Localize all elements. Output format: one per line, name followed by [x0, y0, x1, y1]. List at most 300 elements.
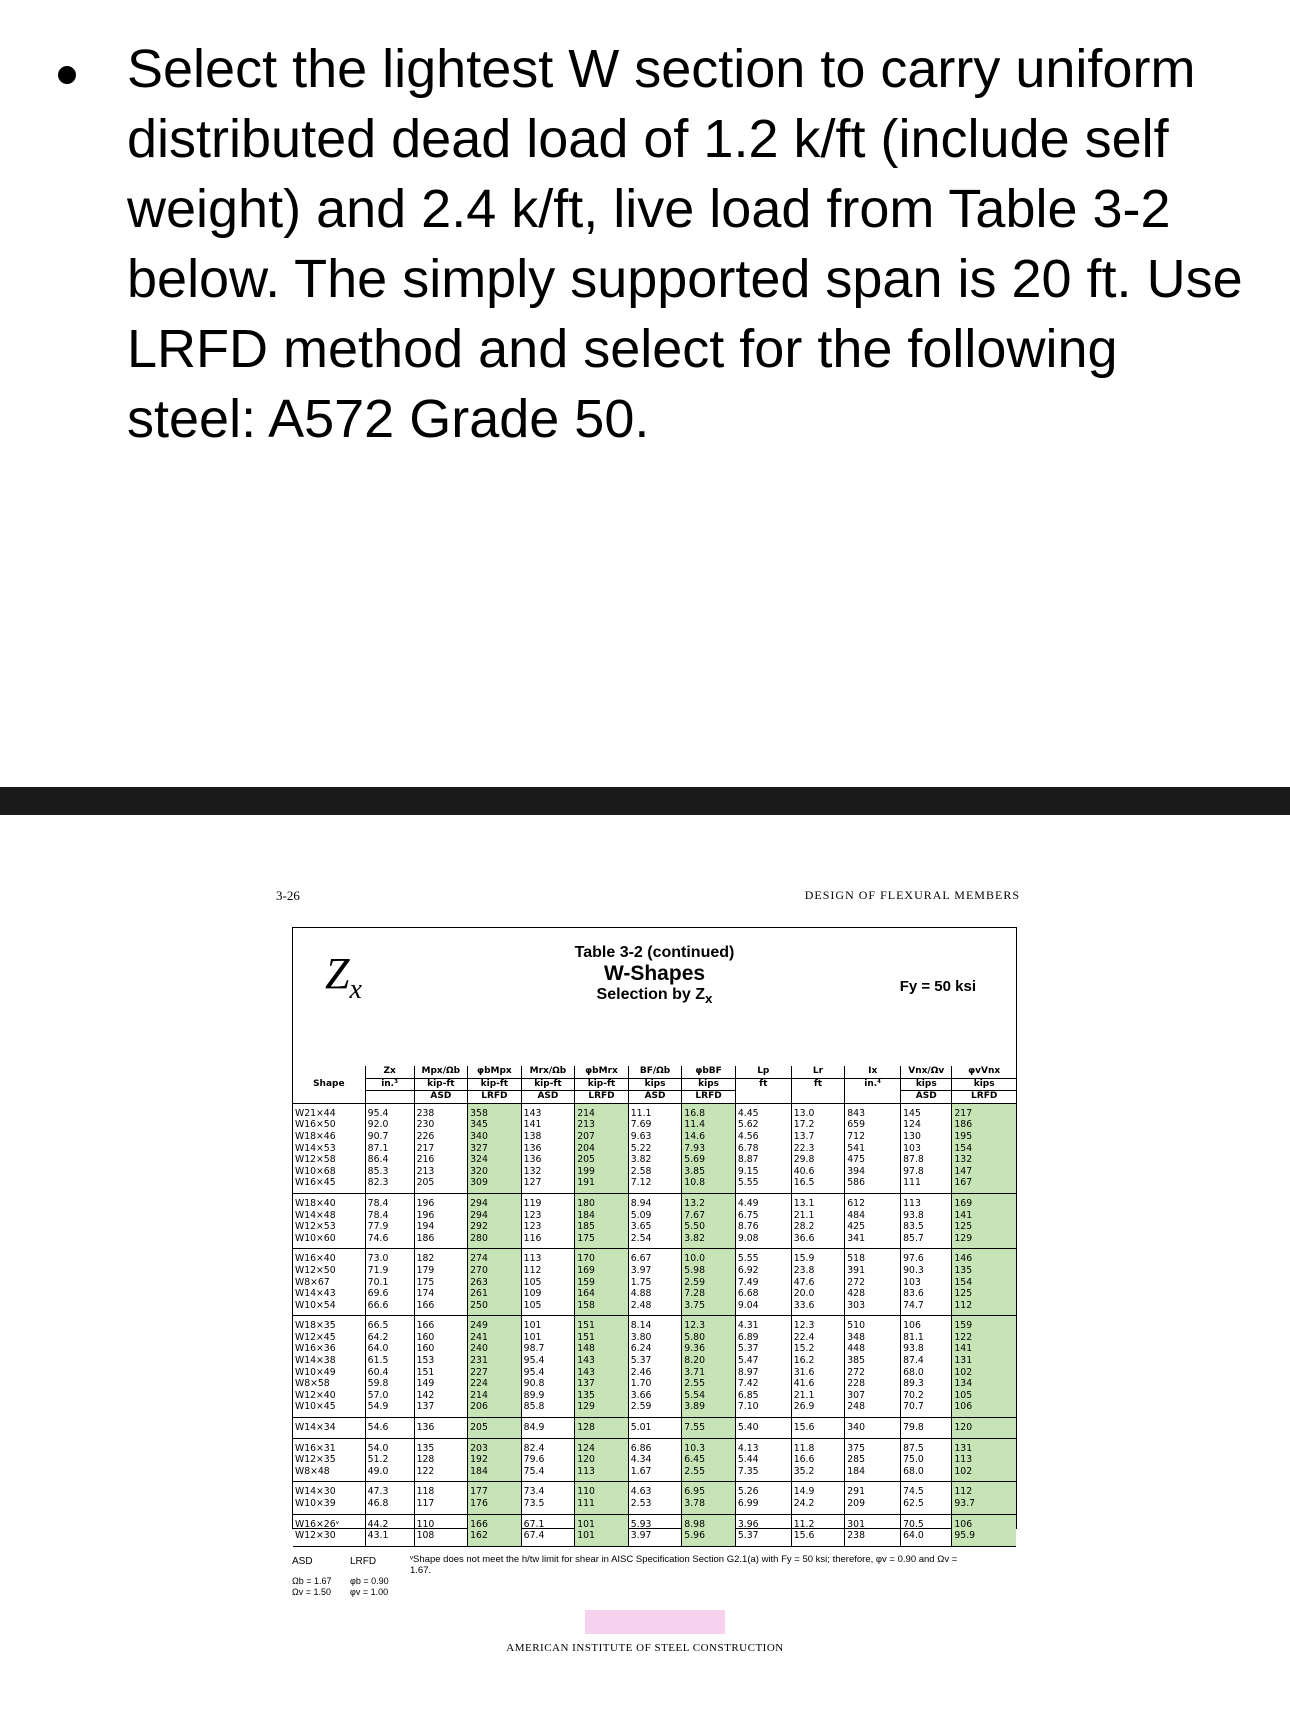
cell-value: 5.37 — [630, 1355, 652, 1367]
cell-value: 97.8 — [903, 1165, 924, 1177]
cell-shape — [293, 1249, 365, 1316]
cell-value: 5.01 — [630, 1422, 652, 1434]
cell-value: 147 — [954, 1165, 973, 1177]
cell-ix — [845, 1103, 901, 1193]
footer-asd-factors — [292, 1576, 332, 1598]
cell-mpx-asd — [414, 1514, 468, 1546]
cell-value: 6.99 — [737, 1498, 759, 1509]
cell-value: W16×50 — [295, 1119, 336, 1131]
title-line3-sub: x — [705, 991, 713, 1007]
cell-value: 70.1 — [367, 1276, 389, 1288]
cell-value: 103 — [903, 1276, 921, 1288]
cell-mpx-lrfd — [468, 1249, 522, 1316]
cell-value: 294 — [470, 1197, 488, 1209]
cell-value: 74.5 — [903, 1486, 924, 1498]
cell-value: 148 — [577, 1343, 595, 1355]
cell-value: W12×45 — [295, 1331, 336, 1343]
cell-value: 203 — [470, 1442, 488, 1454]
cell-value: W10×49 — [295, 1366, 336, 1378]
method-bf-asd: ASD — [628, 1091, 682, 1104]
cell-mrx-lrfd — [575, 1482, 629, 1514]
col-shape: Shape — [293, 1066, 365, 1103]
cell-value: 3.65 — [630, 1221, 652, 1233]
cell-value: 103 — [903, 1142, 921, 1154]
cell-value: 93.8 — [903, 1343, 924, 1355]
cell-value: 5.44 — [737, 1454, 759, 1466]
cell-value: W8×67 — [295, 1276, 330, 1288]
cell-value: 4.49 — [737, 1197, 759, 1209]
cell-value: 5.55 — [737, 1253, 759, 1265]
cell-value: 113 — [523, 1253, 542, 1265]
cell-value: 20.0 — [793, 1288, 815, 1300]
cell-value: 149 — [416, 1378, 435, 1390]
cell-ix — [845, 1482, 901, 1514]
cell-value: 5.26 — [737, 1486, 759, 1498]
cell-value: 78.4 — [367, 1209, 389, 1221]
omega-b: Ωb = 1.67 — [292, 1576, 332, 1586]
cell-ix — [845, 1438, 901, 1482]
cell-lp — [735, 1193, 791, 1248]
cell-value: 64.0 — [903, 1530, 924, 1542]
cell-value: 8.97 — [737, 1366, 759, 1378]
cell-value: 3.71 — [684, 1366, 705, 1378]
cell-value: 14.6 — [684, 1130, 705, 1142]
cell-value: 46.8 — [367, 1498, 389, 1509]
cell-value: 151 — [577, 1331, 595, 1343]
cell-value: 5.37 — [737, 1530, 759, 1542]
cell-value: 162 — [470, 1530, 488, 1542]
cell-value: W14×30 — [295, 1486, 336, 1498]
cell-value: 8.94 — [630, 1197, 652, 1209]
cell-value: 132 — [523, 1165, 542, 1177]
cell-value: 9.15 — [737, 1165, 759, 1177]
cell-value: 2.55 — [684, 1378, 705, 1390]
cell-value: 238 — [847, 1530, 866, 1542]
cell-bf-asd — [628, 1193, 682, 1248]
cell-value: 195 — [954, 1130, 973, 1142]
cell-value: 182 — [416, 1253, 435, 1265]
cell-value: 122 — [954, 1331, 973, 1343]
cell-value: 68.0 — [903, 1465, 924, 1477]
method-bf-lrfd: LRFD — [682, 1091, 736, 1104]
cell-value: 87.8 — [903, 1154, 924, 1166]
cell-value: 213 — [416, 1165, 435, 1177]
cell-value: W8×48 — [295, 1465, 330, 1477]
cell-value: 2.53 — [630, 1498, 652, 1509]
cell-value: 143 — [577, 1366, 595, 1378]
cell-value: 130 — [903, 1130, 921, 1142]
cell-value: 129 — [954, 1232, 973, 1244]
table-row — [293, 1193, 1016, 1248]
cell-value: 8.87 — [737, 1154, 759, 1166]
cell-value: 285 — [847, 1454, 866, 1466]
cell-value: 87.5 — [903, 1442, 924, 1454]
cell-value: 7.55 — [684, 1422, 705, 1434]
cell-mpx-lrfd — [468, 1193, 522, 1248]
footer-asd: ASD — [292, 1556, 313, 1567]
cell-value: 174 — [416, 1288, 435, 1300]
cell-value: 843 — [847, 1107, 866, 1119]
cell-value: 3.66 — [630, 1389, 652, 1401]
cell-value: 93.8 — [903, 1209, 924, 1221]
cell-value: W14×38 — [295, 1355, 336, 1367]
cell-value: 47.3 — [367, 1486, 389, 1498]
cell-value: 6.78 — [737, 1142, 759, 1154]
divider-bar — [0, 787, 1290, 815]
cell-bf-asd — [628, 1249, 682, 1316]
cell-value: 40.6 — [793, 1165, 815, 1177]
cell-value: 324 — [470, 1154, 488, 1166]
cell-value: 309 — [470, 1177, 488, 1189]
cell-value: 112 — [954, 1299, 973, 1311]
cell-value: 205 — [577, 1154, 595, 1166]
cell-value: 340 — [847, 1422, 866, 1434]
cell-zx — [365, 1249, 414, 1316]
col-mpx-asd: Mpx/Ωb — [414, 1066, 468, 1078]
cell-vnx-asd — [901, 1514, 952, 1546]
cell-value: 15.2 — [793, 1343, 815, 1355]
cell-lp — [735, 1482, 791, 1514]
shape-group — [293, 1249, 1016, 1316]
cell-value: 348 — [847, 1331, 866, 1343]
cell-value: 118 — [416, 1486, 435, 1498]
cell-value: 3.85 — [684, 1165, 705, 1177]
cell-mrx-lrfd — [575, 1103, 629, 1193]
cell-value: 12.3 — [793, 1320, 815, 1332]
cell-value: 160 — [416, 1343, 435, 1355]
unit-mpx-asd: kip-ft — [414, 1078, 468, 1091]
cell-shape — [293, 1316, 365, 1418]
cell-value: 5.40 — [737, 1422, 759, 1434]
cell-value: 106 — [954, 1401, 973, 1413]
bullet-icon — [58, 48, 82, 72]
cell-value: 93.7 — [954, 1498, 976, 1509]
cell-value: 74.6 — [367, 1232, 389, 1244]
method-mrx-asd: ASD — [521, 1091, 575, 1104]
cell-mpx-lrfd — [468, 1316, 522, 1418]
col-vnx-lrfd: φvVnx — [952, 1066, 1016, 1078]
cell-value: 184 — [470, 1465, 488, 1477]
table-row — [293, 1249, 1016, 1316]
cell-value: 292 — [470, 1221, 488, 1233]
cell-value: 586 — [847, 1177, 866, 1189]
cell-value: 54.9 — [367, 1401, 389, 1413]
cell-value: 70.5 — [903, 1518, 924, 1530]
cell-vnx-lrfd — [952, 1438, 1016, 1482]
cell-value: 24.2 — [793, 1498, 815, 1509]
cell-value: 151 — [577, 1320, 595, 1332]
cell-value: W16×40 — [295, 1253, 336, 1265]
cell-value: 612 — [847, 1197, 866, 1209]
cell-value: 291 — [847, 1486, 866, 1498]
table-row — [293, 1438, 1016, 1482]
cell-value: W14×53 — [295, 1142, 336, 1154]
cell-value: 4.34 — [630, 1454, 652, 1466]
cell-value: 135 — [954, 1264, 973, 1276]
cell-value: W12×50 — [295, 1264, 336, 1276]
cell-mpx-lrfd — [468, 1103, 522, 1193]
cell-value: 184 — [847, 1465, 866, 1477]
unit-lr: ft — [791, 1078, 845, 1103]
cell-value: 141 — [954, 1343, 973, 1355]
cell-value: 138 — [523, 1130, 542, 1142]
cell-value: 186 — [416, 1232, 435, 1244]
cell-value: 227 — [470, 1366, 488, 1378]
cell-value: 375 — [847, 1442, 866, 1454]
cell-value: 9.04 — [737, 1299, 759, 1311]
title-line2: W-Shapes — [603, 962, 706, 985]
cell-value: 60.4 — [367, 1366, 389, 1378]
selection-table — [293, 1066, 1016, 1547]
cell-value: 307 — [847, 1389, 866, 1401]
cell-value: 394 — [847, 1165, 866, 1177]
cell-value: 73.5 — [523, 1498, 545, 1509]
cell-value: 7.35 — [737, 1465, 759, 1477]
cell-value: 3.89 — [684, 1401, 705, 1413]
cell-value: 16.5 — [793, 1177, 815, 1189]
table-row — [293, 1482, 1016, 1514]
cell-value: 391 — [847, 1264, 866, 1276]
cell-value: 36.6 — [793, 1232, 815, 1244]
cell-value: 95.9 — [954, 1530, 976, 1542]
cell-mrx-lrfd — [575, 1418, 629, 1439]
cell-bf-lrfd — [682, 1249, 736, 1316]
unit-lp: ft — [735, 1078, 791, 1103]
cell-vnx-asd — [901, 1249, 952, 1316]
cell-value: 8.20 — [684, 1355, 705, 1367]
cell-value: 105 — [523, 1276, 542, 1288]
cell-value: 73.4 — [523, 1486, 545, 1498]
cell-value: 11.8 — [793, 1442, 815, 1454]
cell-value: 385 — [847, 1355, 866, 1367]
cell-value: 5.96 — [684, 1530, 705, 1542]
zx-symbol-sub: x — [349, 973, 362, 1005]
cell-value: 128 — [577, 1422, 595, 1434]
cell-value: 231 — [470, 1355, 488, 1367]
cell-value: 428 — [847, 1288, 866, 1300]
cell-value: 1.75 — [630, 1276, 652, 1288]
cell-mrx-asd — [521, 1418, 575, 1439]
cell-value: 78.4 — [367, 1197, 389, 1209]
cell-value: 7.10 — [737, 1401, 759, 1413]
shape-group — [293, 1514, 1016, 1546]
cell-mrx-asd — [521, 1193, 575, 1248]
cell-value: 23.8 — [793, 1264, 815, 1276]
cell-value: 303 — [847, 1299, 866, 1311]
method-mrx-lrfd: LRFD — [575, 1091, 629, 1104]
cell-value: 97.6 — [903, 1253, 924, 1265]
cell-value: 64.0 — [367, 1343, 389, 1355]
cell-bf-asd — [628, 1482, 682, 1514]
cell-vnx-lrfd — [952, 1103, 1016, 1193]
cell-value: 137 — [416, 1401, 435, 1413]
cell-value: 6.89 — [737, 1331, 759, 1343]
cell-ix — [845, 1514, 901, 1546]
cell-value: 7.28 — [684, 1288, 705, 1300]
cell-value: W12×35 — [295, 1454, 336, 1466]
cell-value: 194 — [416, 1221, 435, 1233]
cell-value: 66.6 — [367, 1299, 389, 1311]
cell-value: 113 — [903, 1197, 921, 1209]
cell-value: 16.2 — [793, 1355, 815, 1367]
cell-value: 164 — [577, 1288, 595, 1300]
cell-value: 108 — [416, 1530, 435, 1542]
method-vnx-lrfd: LRFD — [952, 1091, 1016, 1104]
cell-value: 102 — [954, 1465, 973, 1477]
cell-vnx-lrfd — [952, 1482, 1016, 1514]
cell-value: 5.37 — [737, 1343, 759, 1355]
cell-value: 135 — [577, 1389, 595, 1401]
col-mpx-lrfd: φbMpx — [468, 1066, 522, 1078]
cell-lp — [735, 1103, 791, 1193]
cell-value: 180 — [577, 1197, 595, 1209]
cell-value: 84.9 — [523, 1422, 545, 1434]
cell-mrx-lrfd — [575, 1193, 629, 1248]
cell-value: 205 — [470, 1422, 488, 1434]
cell-value: 89.9 — [523, 1389, 545, 1401]
cell-mrx-asd — [521, 1316, 575, 1418]
footer-lrfd-factors — [350, 1576, 389, 1598]
cell-value: 6.86 — [630, 1442, 652, 1454]
cell-mrx-asd — [521, 1103, 575, 1193]
cell-value: 184 — [577, 1209, 595, 1221]
fy-label: Fy = 50 ksi — [899, 978, 976, 995]
cell-value: 4.63 — [630, 1486, 652, 1498]
unit-bf-lrfd: kips — [682, 1078, 736, 1091]
cell-shape — [293, 1193, 365, 1248]
cell-vnx-lrfd — [952, 1249, 1016, 1316]
cell-value: 129 — [577, 1401, 595, 1413]
cell-value: 81.1 — [903, 1331, 924, 1343]
cell-value: 541 — [847, 1142, 866, 1154]
cell-value: 15.9 — [793, 1253, 815, 1265]
cell-value: 3.97 — [630, 1530, 652, 1542]
cell-value: 106 — [903, 1320, 921, 1332]
cell-value: 57.0 — [367, 1389, 389, 1401]
cell-value: 272 — [847, 1276, 866, 1288]
cell-value: 228 — [847, 1378, 866, 1390]
unit-mrx-lrfd: kip-ft — [575, 1078, 629, 1091]
cell-value: 214 — [577, 1107, 595, 1119]
footer-note: ᵛShape does not meet the h/tw limit for shear in AISC Specification Section G2.1(a) with Fy = 50 ksi; therefore, φv = 0.90 and Ωv = 1.67. — [410, 1554, 958, 1576]
cell-value: 5.09 — [630, 1209, 652, 1221]
table-row — [293, 1316, 1016, 1418]
cell-bf-asd — [628, 1418, 682, 1439]
cell-value: 272 — [847, 1366, 866, 1378]
cell-value: 90.3 — [903, 1264, 924, 1276]
cell-value: W12×58 — [295, 1154, 336, 1166]
cell-bf-lrfd — [682, 1514, 736, 1546]
cell-value: 4.45 — [737, 1107, 759, 1119]
cell-value: 448 — [847, 1343, 866, 1355]
cell-value: 11.2 — [793, 1518, 815, 1530]
cell-value: 8.98 — [684, 1518, 705, 1530]
cell-value: 83.6 — [903, 1288, 924, 1300]
cell-value: 9.63 — [630, 1130, 652, 1142]
cell-value: 87.4 — [903, 1355, 924, 1367]
cell-value: 2.54 — [630, 1232, 652, 1244]
cell-value: 425 — [847, 1221, 866, 1233]
cell-value: 101 — [523, 1320, 542, 1332]
table-row — [293, 1103, 1016, 1193]
shape-group — [293, 1103, 1016, 1193]
cell-value: 35.2 — [793, 1465, 815, 1477]
shape-group — [293, 1193, 1016, 1248]
cell-value: 153 — [416, 1355, 435, 1367]
cell-vnx-asd — [901, 1482, 952, 1514]
cell-mpx-asd — [414, 1438, 468, 1482]
cell-value: 141 — [523, 1119, 542, 1131]
cell-value: 5.69 — [684, 1154, 705, 1166]
cell-mpx-asd — [414, 1249, 468, 1316]
cell-value: 61.5 — [367, 1355, 389, 1367]
cell-value: 105 — [523, 1299, 542, 1311]
cell-value: 250 — [470, 1299, 488, 1311]
cell-value: W16×31 — [295, 1442, 336, 1454]
cell-mpx-lrfd — [468, 1482, 522, 1514]
cell-value: 136 — [523, 1154, 542, 1166]
cell-value: 101 — [577, 1530, 595, 1542]
cell-bf-asd — [628, 1103, 682, 1193]
cell-value: 224 — [470, 1378, 488, 1390]
cell-value: 2.55 — [684, 1465, 705, 1477]
cell-value: 160 — [416, 1331, 435, 1343]
cell-mrx-asd — [521, 1514, 575, 1546]
page-number: 3-26 — [276, 888, 300, 903]
running-head: DESIGN OF FLEXURAL MEMBERS — [804, 888, 1020, 902]
cell-value: W10×45 — [295, 1401, 336, 1413]
cell-value: 15.6 — [793, 1530, 815, 1542]
cell-value: 9.36 — [684, 1343, 705, 1355]
cell-value: 712 — [847, 1130, 866, 1142]
cell-value: 13.0 — [793, 1107, 815, 1119]
unit-bf-asd: kips — [628, 1078, 682, 1091]
cell-value: 117 — [416, 1498, 435, 1509]
cell-value: W14×48 — [295, 1209, 336, 1221]
cell-value: 12.3 — [684, 1320, 705, 1332]
pink-highlight — [585, 1610, 725, 1634]
cell-value: 206 — [470, 1401, 488, 1413]
cell-value: 213 — [577, 1119, 595, 1131]
cell-value: 6.75 — [737, 1209, 759, 1221]
cell-value: 274 — [470, 1253, 488, 1265]
cell-value: 112 — [954, 1486, 973, 1498]
cell-value: 13.1 — [793, 1197, 815, 1209]
cell-value: 191 — [577, 1177, 595, 1189]
cell-value: 95.4 — [523, 1366, 545, 1378]
cell-value: 21.1 — [793, 1389, 815, 1401]
cell-value: 169 — [954, 1197, 973, 1209]
cell-value: 62.5 — [903, 1498, 924, 1509]
cell-value: 7.12 — [630, 1177, 652, 1189]
cell-bf-lrfd — [682, 1103, 736, 1193]
cell-value: 128 — [416, 1454, 435, 1466]
cell-value: 101 — [523, 1331, 542, 1343]
cell-value: 179 — [416, 1264, 435, 1276]
cell-value: 249 — [470, 1320, 488, 1332]
cell-value: W8×58 — [295, 1378, 330, 1390]
cell-value: 159 — [577, 1276, 595, 1288]
cell-value: 3.80 — [630, 1331, 652, 1343]
cell-value: 28.2 — [793, 1221, 815, 1233]
cell-value: 111 — [903, 1177, 921, 1189]
cell-bf-lrfd — [682, 1482, 736, 1514]
phi-b: φb = 0.90 — [350, 1576, 389, 1586]
cell-bf-asd — [628, 1438, 682, 1482]
method-mpx-asd: ASD — [414, 1091, 468, 1104]
cell-mrx-lrfd — [575, 1249, 629, 1316]
cell-value: 127 — [523, 1177, 542, 1189]
